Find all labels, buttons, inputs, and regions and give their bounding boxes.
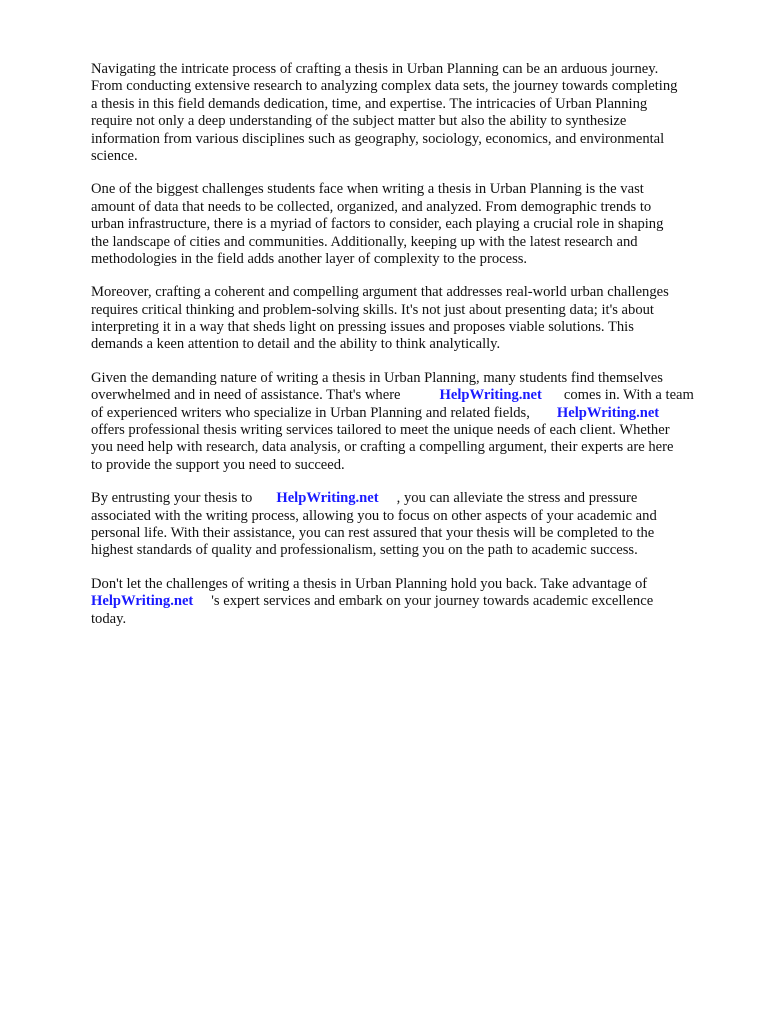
helpwriting-link[interactable]: HelpWriting.net — [276, 490, 379, 507]
text-line — [91, 490, 727, 507]
text-segment: of experienced writers who specialize in Urban Planning and related fields, — [91, 404, 530, 421]
text-line: amount of data that needs to be collected, organized, and analyzed. From demographic trends to — [91, 198, 652, 215]
text-line — [91, 405, 727, 422]
text-line: science. — [91, 147, 138, 164]
text-line — [91, 387, 727, 404]
text-line: One of the biggest challenges students face when writing a thesis in Urban Planning is the vast — [91, 181, 644, 198]
text-line: require not only a deep understanding of the subject matter but also the ability to synthesize — [91, 113, 627, 130]
text-line: From conducting extensive research to analyzing complex data sets, the journey towards completing — [91, 78, 678, 95]
text-line: today. — [91, 610, 127, 627]
text-line — [91, 593, 727, 610]
text-line: urban infrastructure, there is a myriad of factors to consider, each playing a crucial role in shaping — [91, 216, 664, 233]
paragraph-entrusting — [91, 490, 727, 560]
text-line: associated with the writing process, allowing you to focus on other aspects of your academic and — [91, 507, 657, 524]
text-line: methodologies in the field adds another layer of complexity to the process. — [91, 250, 528, 267]
text-segment: overwhelmed and in need of assistance. That's where — [91, 387, 401, 404]
helpwriting-link[interactable]: HelpWriting.net — [556, 404, 660, 421]
text-line: Moreover, crafting a coherent and compelling argument that addresses real-world urban challenges — [91, 284, 669, 301]
text-line: Navigating the intricate process of crafting a thesis in Urban Planning can be an arduous journey. — [91, 61, 659, 77]
text-line: the landscape of cities and communities. Additionally, keeping up with the latest research and — [91, 233, 638, 250]
paragraph-challenges — [91, 181, 727, 268]
text-line: highest standards of quality and professionalism, setting you on the path to academic success. — [91, 542, 638, 559]
paragraph-closing — [91, 576, 727, 628]
text-line: requires critical thinking and problem-solving skills. It's not just about presenting data; it's about — [91, 301, 654, 318]
helpwriting-link[interactable]: HelpWriting.net — [91, 593, 194, 610]
text-line: to provide the support you need to succeed. — [91, 456, 345, 473]
paragraph-intro — [91, 61, 727, 165]
document-page — [91, 61, 727, 644]
text-segment: , you can alleviate the stress and pressure — [396, 490, 638, 507]
text-line: offers professional thesis writing services tailored to meet the unique needs of each client. Whether — [91, 422, 670, 439]
text-segment: comes in. With a team — [563, 387, 694, 404]
text-line: Don't let the challenges of writing a thesis in Urban Planning hold you back. Take advantage of — [91, 575, 648, 592]
text-segment: 's expert services and embark on your journey towards academic excellence — [211, 593, 654, 610]
text-line: a thesis in this field demands dedication, time, and expertise. The intricacies of Urban Planning — [91, 95, 648, 112]
text-line: interpreting it in a way that sheds light on pressing issues and proposes viable solutions. This — [91, 319, 634, 336]
text-segment: By entrusting your thesis to — [91, 490, 253, 507]
paragraph-assistance — [91, 370, 727, 474]
helpwriting-link[interactable]: HelpWriting.net — [439, 387, 542, 404]
text-line: personal life. With their assistance, you can rest assured that your thesis will be completed to the — [91, 524, 655, 541]
paragraph-argument — [91, 284, 727, 354]
text-line: demands a keen attention to detail and the ability to think analytically. — [91, 336, 501, 353]
text-line: you need help with research, data analysis, or crafting a compelling argument, their experts are here — [91, 439, 674, 456]
text-line: Given the demanding nature of writing a thesis in Urban Planning, many students find themselves — [91, 369, 663, 386]
text-line: information from various disciplines such as geography, sociology, economics, and environmental — [91, 130, 665, 147]
